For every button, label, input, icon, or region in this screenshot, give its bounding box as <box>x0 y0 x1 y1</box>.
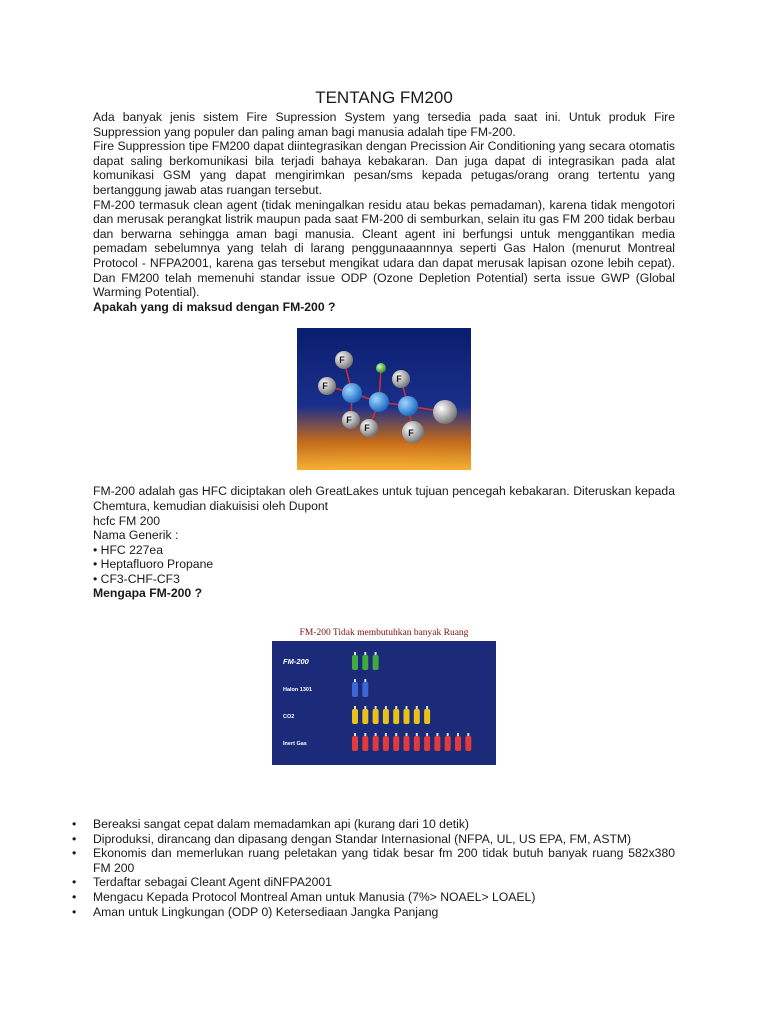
cylinder-bar <box>383 736 389 751</box>
cylinder-valve <box>354 679 356 682</box>
molecule-image <box>297 328 471 470</box>
category-label: CO2 <box>283 714 295 721</box>
cylinder-valve <box>395 706 397 709</box>
category-label: Inert Gas <box>283 741 307 748</box>
bullet-text: Terdaftar sebagai Cleant Agent diNFPA2001 <box>93 875 332 890</box>
bullet-text: Aman untuk Lingkungan (ODP 0) Ketersediaan Jangka Panjang <box>93 904 439 919</box>
bullet-glyph: • <box>72 831 77 846</box>
intro-paragraph-3: FM-200 termasuk clean agent (tidak meningalkan residu atau bekas pemadaman), karena tidak mengotori dan merusak perangkat listrik maupun pada saat FM-200 di semburkan, selain itu gas FM 200 tidak berbau dan berwarna sehingga aman bagi manusia. Cleant agent ini berfungsi untuk menggantikan media pemadam sebelumnya yang telah di larang penggunaaannnya seperti Gas Halon (menurut Montreal Protocol - NFPA2001, karena gas tersebut mengikat udara dan dapat merusak lapisan ozone lebih cepat). Dan FM200 telah memenuhi standar issue ODP (Ozone Depletion Potential) serta issue GWP (Global Warming Potential). <box>93 197 675 300</box>
cylinder-valve <box>375 652 377 655</box>
cylinder-valve <box>364 679 366 682</box>
cylinder-bar <box>445 736 451 751</box>
cylinder-valve <box>354 706 356 709</box>
cylinder-valve <box>385 706 387 709</box>
cylinder-bar <box>352 736 358 751</box>
list-item <box>72 817 675 832</box>
cylinder-valve <box>364 652 366 655</box>
cylinder-bar <box>455 736 461 751</box>
atom-f-5: F <box>396 374 402 385</box>
atom-f-4: F <box>364 423 370 434</box>
atom-f-1: F <box>339 355 345 366</box>
definition-paragraph: FM-200 adalah gas HFC diciptakan oleh GreatLakes untuk tujuan pencegah kebakaran. Diteruskan kepada Chemtura, kemudian diakuisisi oleh Dupont <box>93 484 675 513</box>
bullet-text: Diproduksi, dirancang dan dipasang dengan Standar Internasional (NFPA, UL, US EPA, FM, ASTM) <box>93 831 632 846</box>
cylinder-valve <box>364 733 366 736</box>
cylinder-bar <box>404 736 410 751</box>
cylinder-valve <box>354 733 356 736</box>
cylinder-bar <box>424 736 430 751</box>
cylinder-bar <box>352 682 358 697</box>
cylinder-bar <box>362 709 368 724</box>
category-label: Halon 1301 <box>283 687 313 694</box>
bullet-glyph: • <box>72 817 77 832</box>
cylinder-bar <box>414 709 420 724</box>
atom-f-2: F <box>322 381 328 392</box>
list-item <box>72 890 675 905</box>
cylinder-comparison-chart <box>272 625 496 765</box>
cylinder-bar <box>373 709 379 724</box>
intro-paragraph-1: Ada banyak jenis sistem Fire Supression System yang tersedia pada saat ini. Untuk produk Fire Suppression yang populer dan paling aman bagi manusia adalah tipe FM-200. <box>93 110 675 139</box>
bullet-text: Bereaksi sangat cepat dalam memadamkan api (kurang dari 10 detik) <box>93 817 469 832</box>
cylinder-bar <box>362 655 368 670</box>
bullet-glyph: • <box>72 890 77 905</box>
cylinder-bar <box>434 736 440 751</box>
generic-names-label: Nama Generik : <box>93 528 179 543</box>
document-page <box>72 88 675 919</box>
generic-name-3: • CF3-CHF-CF3 <box>93 571 180 586</box>
bullet-text: Mengacu Kepada Protocol Montreal Aman untuk Manusia (7%> NOAEL> LOAEL) <box>93 890 536 905</box>
cylinder-valve <box>354 652 356 655</box>
chart-title: FM-200 Tidak membutuhkan banyak Ruang <box>299 628 469 639</box>
cylinder-bar <box>424 709 430 724</box>
cylinder-bar <box>414 736 420 751</box>
cylinder-valve <box>447 733 449 736</box>
cylinder-bar <box>393 736 399 751</box>
cylinder-valve <box>375 733 377 736</box>
page-title: TENTANG FM200 <box>315 88 453 107</box>
benefits-list <box>72 817 675 919</box>
category-label: FM-200 <box>283 657 309 667</box>
cylinder-valve <box>467 733 469 736</box>
generic-name-1: • HFC 227ea <box>93 542 163 557</box>
section-heading-what: Apakah yang di maksud dengan FM-200 ? <box>93 299 336 314</box>
generic-name-2: • Heptafluoro Propane <box>93 557 214 572</box>
cylinder-valve <box>436 733 438 736</box>
atom-f-6: F <box>408 428 414 439</box>
list-item <box>72 904 675 920</box>
cylinder-valve <box>395 733 397 736</box>
hcfc-line: hcfc FM 200 <box>93 513 161 528</box>
section-heading-why: Mengapa FM-200 ? <box>93 586 203 601</box>
cylinder-valve <box>375 706 377 709</box>
cylinder-bar <box>362 736 368 751</box>
bullet-glyph: • <box>72 846 77 861</box>
cylinder-bar <box>362 682 368 697</box>
cylinder-bar <box>383 709 389 724</box>
list-item <box>72 846 675 875</box>
cylinder-valve <box>385 733 387 736</box>
cylinder-bar <box>393 709 399 724</box>
bullet-text: Ekonomis dan memerlukan ruang peletakan yang tidak besar fm 200 tidak butuh banyak ruang 582x380 FM 200 <box>93 846 675 875</box>
cylinder-valve <box>406 706 408 709</box>
cylinder-valve <box>364 706 366 709</box>
cylinder-bar <box>465 736 471 751</box>
cylinder-valve <box>426 733 428 736</box>
cylinder-bar <box>404 709 410 724</box>
list-item <box>72 875 675 890</box>
cylinder-bar <box>373 736 379 751</box>
cylinder-valve <box>457 733 459 736</box>
atom-f-3: F <box>346 415 352 426</box>
intro-paragraph-2: Fire Suppression tipe FM200 dapat diintegrasikan dengan Precission Air Conditioning yang secara otomatis dapat saling berkomunikasi bila terjadi bahaya kebakaran. Dan juga dapat di integrasikan pada alat komunikasi GSM yang dapat mengirimkan pesan/sms kepada petugas/orang orang tertentu yang bertanggung jawab atas ruangan tersebut. <box>93 139 675 197</box>
cylinder-valve <box>416 706 418 709</box>
cylinder-bar <box>352 709 358 724</box>
cylinder-valve <box>416 733 418 736</box>
cylinder-valve <box>426 706 428 709</box>
bullet-glyph: • <box>72 904 77 919</box>
cylinder-valve <box>406 733 408 736</box>
cylinder-bar <box>373 655 379 670</box>
list-item <box>72 831 675 847</box>
cylinder-bar <box>352 655 358 670</box>
bullet-glyph: • <box>72 875 77 890</box>
